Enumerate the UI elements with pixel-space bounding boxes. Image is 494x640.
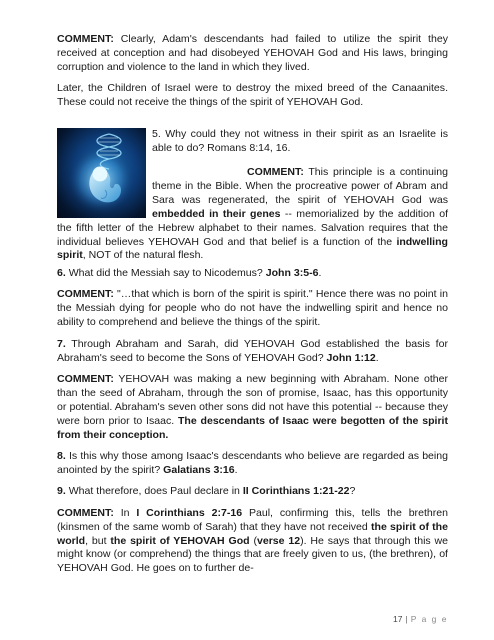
scripture-reference: 16 bbox=[275, 141, 288, 154]
question-number: 7. bbox=[57, 337, 66, 350]
question-text: Is this why those among Isaac's descendants who believe are regarded as being anointed by the spirit? bbox=[57, 449, 448, 476]
separator: , bbox=[269, 141, 276, 154]
paragraph-text: , but bbox=[85, 534, 111, 547]
emphasis-text: The descendants of Isaac were begotten of the spirit from their conception. bbox=[57, 414, 448, 441]
comment-9 bbox=[57, 507, 448, 577]
paragraph-text: This principle is a continuing theme in the Bible. When the procreative power of Abram and Sara was regenerated, the spirit of YEHOVAH God was bbox=[152, 166, 448, 206]
punctuation: . bbox=[287, 141, 291, 154]
text-block-top bbox=[57, 33, 448, 118]
question-5-block bbox=[152, 128, 448, 163]
paragraph-text: YEHOVAH was making a new beginning with Abraham. None other than the seed of Abraham, through the son of promise, Isaac, has this opportunity or potential. Abraham's seven other sons did not have this potential -- because they were born prior to Isaac. bbox=[57, 372, 448, 427]
question-6 bbox=[57, 267, 448, 281]
page-number: 17 bbox=[393, 614, 403, 624]
emphasis-text: the spirit of YEHOVAH God bbox=[110, 534, 250, 547]
comment-label: COMMENT: bbox=[57, 506, 114, 519]
paragraph-text: , NOT of the natural flesh. bbox=[82, 249, 204, 262]
emphasis-text: the spirit of the world bbox=[57, 520, 448, 547]
footer-separator: | bbox=[405, 614, 408, 624]
question-number: 8. bbox=[57, 449, 66, 462]
comment-5 bbox=[57, 166, 448, 263]
paragraph-canaanites bbox=[57, 82, 448, 110]
question-number: 5. bbox=[152, 128, 161, 140]
punctuation: . bbox=[234, 463, 238, 476]
paragraph-text: Later, the Children of Israel were to destroy the mixed breed of the Canaanites. These could not receive the things of the spirit of YEHOVAH God. bbox=[57, 82, 448, 109]
paragraph-text: Clearly, Adam's descendants had failed to utilize the spirit they received at conception and had disobeyed YEHOVAH God and His laws, bringing corruption and violence to the land in which they lived. bbox=[57, 33, 448, 73]
emphasis-text: embedded in their genes bbox=[152, 207, 281, 220]
text-block-bottom bbox=[57, 267, 448, 584]
comment-label: COMMENT: bbox=[247, 166, 304, 178]
emphasis-text: verse 12 bbox=[256, 534, 301, 547]
scripture-reference: Romans 8:14 bbox=[207, 141, 270, 154]
paragraph-text: ). He says that through this we might know (or comprehend) the things that are freely given to us, (the brethren), of YEHOVAH God. He goes on to further de- bbox=[57, 534, 449, 575]
question-text: What did the Messiah say to Nicodemus? bbox=[65, 267, 266, 279]
question-9 bbox=[57, 485, 448, 499]
question-text: Why could they not witness in their spirit as an Israelite is able to do? bbox=[152, 128, 448, 154]
scripture-reference: II Corinthians 1:21-22 bbox=[242, 485, 350, 498]
comment-5-block bbox=[57, 166, 448, 271]
comment-label: COMMENT: bbox=[57, 372, 114, 385]
paragraph-text: Paul, confirming this, tells the brethren (kinsmen of the same womb of Sarah) that they have not received bbox=[57, 506, 448, 533]
page-footer bbox=[393, 614, 448, 624]
question-text: What therefore, does Paul declare in bbox=[65, 485, 243, 498]
paragraph-text: -- memorialized by the addition of the fifth letter of the Hebrew alphabet to their names. Salvation requires that the individual believes YEHOVAH God and that belief is a function of the bbox=[57, 207, 448, 248]
paragraph-comment-adam bbox=[57, 33, 448, 75]
scripture-reference: Galatians 3:16 bbox=[163, 463, 235, 476]
question-7 bbox=[57, 338, 448, 366]
question-number: 6. bbox=[57, 267, 66, 279]
comment-label: COMMENT: bbox=[57, 33, 114, 45]
question-text: Through Abraham and Sarah, did YEHOVAH God established the basis for Abraham's seed to become the Sons of YEHOVAH God? bbox=[57, 337, 448, 364]
comment-6 bbox=[57, 288, 448, 330]
punctuation: . bbox=[375, 351, 379, 364]
scripture-reference: John 1:12 bbox=[326, 351, 376, 364]
punctuation: . bbox=[318, 267, 322, 279]
question-8 bbox=[57, 450, 448, 478]
paragraph-text: In bbox=[113, 506, 137, 519]
comment-7 bbox=[57, 373, 448, 443]
question-number: 9. bbox=[57, 485, 66, 498]
emphasis-text: indwelling spirit bbox=[57, 235, 448, 262]
punctuation: ? bbox=[349, 485, 356, 498]
scripture-reference: I Corinthians 2:7-16 bbox=[136, 506, 243, 519]
comment-label: COMMENT: bbox=[57, 288, 114, 301]
paragraph-text: ( bbox=[249, 534, 257, 547]
scripture-reference: John 3:5-6 bbox=[265, 267, 319, 279]
question-5 bbox=[152, 128, 448, 156]
page-label: P a g e bbox=[410, 614, 448, 624]
paragraph-text: "…that which is born of the spirit is spirit." Hence there was no point in the Messiah dying for people who do not have the indwelling spirit and hence no ability to comprehend and believe the things of the spirit. bbox=[57, 288, 448, 329]
